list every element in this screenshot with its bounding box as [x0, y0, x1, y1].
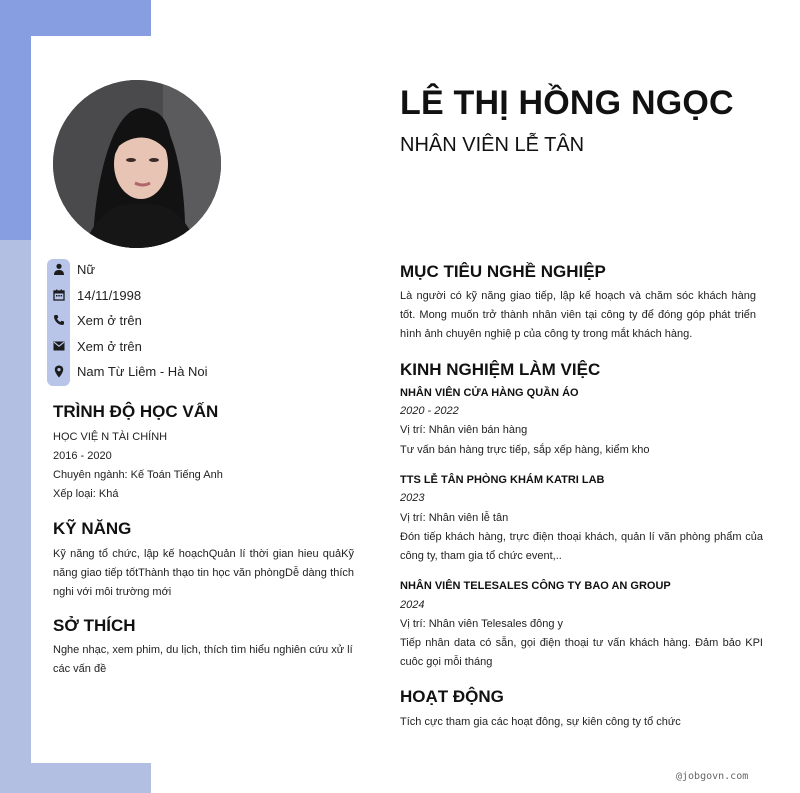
person-icon	[47, 263, 70, 275]
hobbies-text: Nghe nhạc, xem phim, du lịch, thích tìm hiểu nghiên cứu xử lí các vấn đề	[53, 644, 353, 675]
job-2-description: Đón tiếp khách hàng, trực điện thoại khách, quản lí văn phòng phẩm của công ty, tham gia tổ chức event,..	[400, 531, 763, 562]
job-2-position: Vị trí: Nhân viên lễ tân	[400, 512, 509, 524]
job-1-description: Tư vấn bán hàng trực tiếp, sắp xếp hàng, kiểm kho	[400, 444, 650, 456]
contact-phone-text: Xem ở trên	[77, 312, 142, 328]
watermark: @jobgovn.com	[676, 771, 749, 782]
job-3-title: NHÂN VIÊN TELESALES CÔNG TY BAO AN GROUP	[400, 580, 671, 592]
job-2-title: TTS LỄ TÂN PHÒNG KHÁM KATRI LAB	[400, 474, 605, 486]
contact-email	[47, 336, 142, 356]
contact-phone	[47, 310, 142, 330]
education-years: 2016 - 2020	[53, 450, 112, 462]
experience-title: KINH NGHIỆM LÀM VIỆC	[400, 360, 601, 379]
skills-title: KỸ NĂNG	[53, 519, 132, 538]
location-pin-icon	[47, 365, 70, 378]
objective-text: Là người có kỹ năng giao tiếp, lập kế hoạch và chăm sóc khách hàng tốt. Mong muốn trở thành nhân viên tại công ty để đóng góp phát triển hình ảnh chuyên nghiệ p của công ty trong mắt khách hàng.	[400, 290, 756, 340]
contact-birthday-text: 14/11/1998	[77, 287, 142, 303]
job-3-date: 2024	[400, 599, 425, 611]
education-grade: Xếp loại: Khá	[53, 488, 119, 500]
activities-text: Tích cực tham gia các hoạt đông, sự kiên công ty tổ chức	[400, 716, 681, 728]
hobbies-title: SỞ THÍCH	[53, 616, 136, 635]
objective-title: MỤC TIÊU NGHỀ NGHIỆP	[400, 262, 606, 281]
contact-gender-text: Nữ	[77, 261, 96, 277]
job-1-position: Vị trí: Nhân viên bán hàng	[400, 424, 528, 436]
calendar-icon	[47, 289, 70, 301]
mail-icon	[47, 341, 70, 351]
phone-icon	[47, 314, 70, 326]
avatar	[53, 80, 221, 248]
education-title: TRÌNH ĐỘ HỌC VẤN	[53, 402, 219, 421]
skills-text: Kỹ năng tổ chức, lập kế hoạchQuản lí thời gian hieu quảKỹ năng giao tiếp tốtThành thạo tin học văn phòngDễ dàng thích nghi với môi trường mới	[53, 548, 354, 598]
education-major: Chuyên ngành: Kế Toán Tiếng Anh	[53, 469, 223, 481]
candidate-role: NHÂN VIÊN LỄ TÂN	[400, 134, 585, 156]
contact-address	[47, 361, 208, 381]
job-3-position: Vị trí: Nhân viên Telesales đông y	[400, 618, 564, 630]
candidate-name: LÊ THỊ HỒNG NGỌC	[400, 84, 734, 122]
contact-birthday	[47, 285, 141, 305]
job-3-description: Tiếp nhân data có sẵn, gọi điện thoại tư vấn khách hàng. Đảm bảo KPI cuôc gọi mỗi tháng	[400, 637, 763, 668]
job-1-title: NHÂN VIÊN CỬA HÀNG QUẦN ÁO	[400, 387, 579, 399]
activities-title: HOẠT ĐỘNG	[400, 687, 504, 706]
contact-gender	[47, 259, 95, 279]
job-2-date: 2023	[400, 492, 425, 504]
contact-address-text: Nam Từ Liêm - Hà Noi	[77, 363, 208, 379]
job-1-date: 2020 - 2022	[400, 405, 459, 417]
education-school: HỌC VIỆ N TÀI CHÍNH	[53, 431, 168, 443]
contact-email-text: Xem ở trên	[77, 338, 142, 354]
